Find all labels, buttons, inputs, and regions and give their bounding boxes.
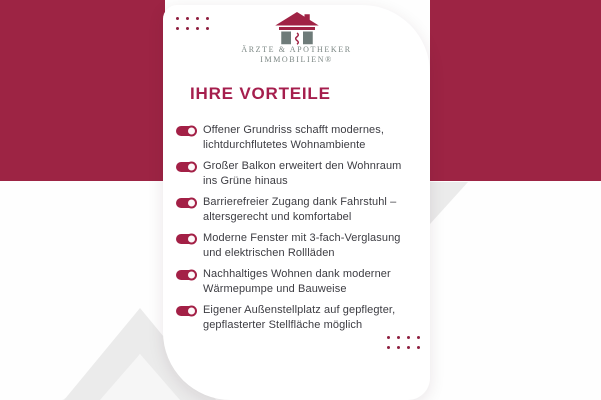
- page-title: IHRE VORTEILE: [190, 84, 331, 103]
- toggle-pill-icon: [176, 198, 195, 208]
- dot: [407, 346, 410, 349]
- toggle-pill-icon: [176, 306, 195, 316]
- benefit-item: [176, 303, 420, 333]
- dot: [397, 346, 400, 349]
- maroon-block-left: [0, 0, 165, 181]
- toggle-pill-icon: [176, 162, 195, 172]
- dot: [417, 346, 420, 349]
- benefit-text: Moderne Fenster mit 3-fach-Verglasung und elektrischen Rollläden: [203, 232, 401, 259]
- house-icon: [273, 12, 321, 45]
- aesculapius-icon: [295, 33, 298, 44]
- toggle-pill-icon: [176, 234, 195, 244]
- brand-name-line1: ÄRZTE & APOTHEKER: [241, 45, 352, 54]
- benefit-item: [176, 123, 420, 153]
- maroon-block-right: [430, 0, 601, 181]
- benefit-item: [176, 159, 420, 189]
- benefit-item: [176, 195, 420, 225]
- benefit-item: [176, 267, 420, 297]
- benefit-text: Großer Balkon erweitert den Wohnraum ins Grüne hinaus: [203, 160, 402, 187]
- brand-logo: [163, 12, 430, 64]
- benefit-item: [176, 231, 420, 261]
- brand-name-line2: IMMOBILIEN®: [260, 54, 333, 64]
- benefits-list: [176, 123, 420, 339]
- toggle-pill-icon: [176, 126, 195, 136]
- benefit-text: Offener Grundriss schafft modernes, lichtdurchflutetes Wohnambiente: [203, 124, 385, 151]
- dot: [387, 346, 390, 349]
- benefit-text: Nachhaltiges Wohnen dank moderner Wärmepumpe und Bauweise: [203, 268, 391, 295]
- content-card: [163, 5, 430, 400]
- toggle-pill-icon: [176, 270, 195, 280]
- benefit-text: Eigener Außenstellplatz auf gepflegter, gepflasterter Stellfläche möglich: [203, 304, 396, 331]
- benefit-text: Barrierefreier Zugang dank Fahrstuhl – altersgerecht und komfortabel: [203, 196, 397, 223]
